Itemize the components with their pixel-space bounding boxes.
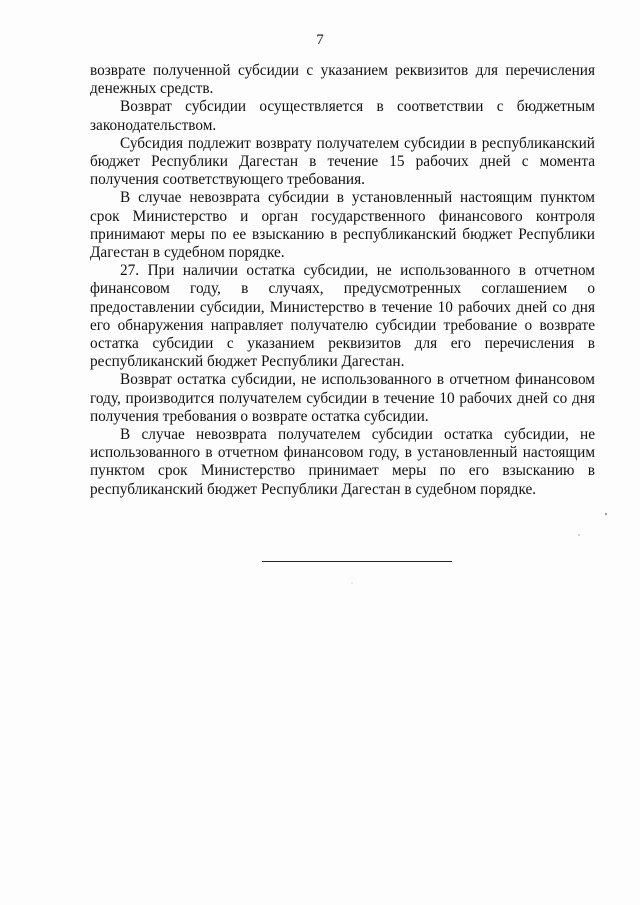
paragraph-non-refund-enforcement: В случае невозврата субсидии в установленный настоящим пунктом срок Министерство и орган государственного финансового контроля принимают меры по ее взысканию в республиканский бюджет Республики Дагестан в судебном порядке. — [90, 189, 595, 262]
page-number: 7 — [316, 32, 324, 48]
paragraph-remainder-enforcement: В случае невозврата получателем субсидии остатка субсидии, не использованного в отчетном финансовом году, в установленный настоящим пунктом срок Министерство принимает меры по его взысканию в республиканский бюджет Республики Дагестан в судебном порядке. — [90, 426, 595, 498]
paragraph-remainder-refund: Возврат остатка субсидии, не использованного в отчетном финансовом году, производится получателем субсидии в течение 10 рабочих дней со дня получения требования о возврате остатка субсидии. — [90, 371, 595, 425]
paragraph-continuation: возврате полученной субсидии с указанием реквизитов для перечисления денежных средств. — [90, 62, 595, 98]
end-separator-line — [262, 561, 452, 562]
paragraph-clause-27: 27. При наличии остатка субсидии, не использованного в отчетном финансовом году, в случаях, предусмотренных соглашением о предоставлении субсидии, Министерство в течение 10 рабочих дней со дня его обнаружения направляет получателю субсидии требование о возврате остатка субсидии с указанием реквизитов для его перечисления в республиканский бюджет Республики Дагестан. — [90, 262, 595, 371]
document-body — [90, 62, 595, 499]
paragraph-refund-deadline: Субсидия подлежит возврату получателем субсидии в республиканский бюджет Республики Дагестан в течение 15 рабочих дней с момента получения соответствующего требования. — [90, 134, 595, 189]
paragraph-refund-procedure: Возврат субсидии осуществляется в соответствии с бюджетным законодательством. — [90, 98, 595, 134]
